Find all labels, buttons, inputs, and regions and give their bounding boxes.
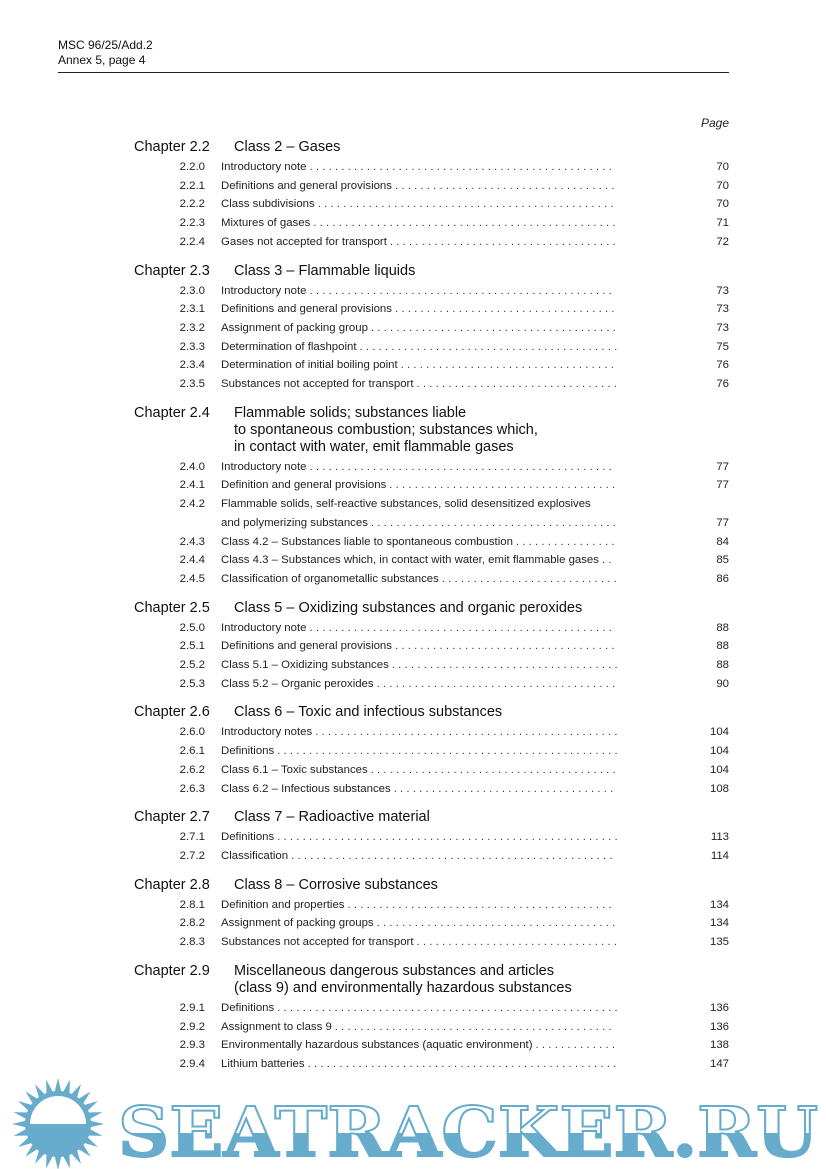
section-number: 2.9.1 — [179, 1001, 205, 1014]
toc-entry[interactable] — [134, 761, 729, 780]
chapter-label: Chapter 2.5 — [134, 599, 210, 616]
chapter-section — [134, 600, 729, 694]
chapter-label: Chapter 2.6 — [134, 704, 210, 721]
section-number: 2.2.0 — [179, 161, 205, 173]
dot-leader: ....................................... — [370, 516, 620, 529]
section-number: 2.9.4 — [179, 1057, 205, 1070]
chapter-heading — [134, 704, 729, 721]
page-number: 104 — [709, 763, 729, 776]
entry-text: Flammable solids, self-reactive substances, solid desensitized explosives — [221, 498, 591, 511]
section-number: 2.8.2 — [179, 917, 205, 930]
toc-entry[interactable] — [134, 282, 729, 301]
dot-leader: ................................................ — [309, 460, 615, 473]
toc-entry[interactable] — [134, 619, 729, 638]
section-number: 2.2.4 — [179, 235, 205, 248]
chapter-title: Class 5 – Oxidizing substances and organic peroxides — [234, 599, 583, 616]
page-number: 72 — [716, 235, 729, 248]
entry-text: Determination of initial boiling point — [221, 359, 398, 372]
entry-text: Definitions — [221, 831, 275, 844]
seatracker-watermark — [0, 1076, 826, 1169]
entry-text: Classification — [221, 849, 289, 862]
dot-leader: ................................... — [393, 782, 617, 795]
page-number: 104 — [709, 726, 729, 739]
entry-text: Introductory note — [221, 161, 307, 173]
dot-leader: ................................ — [416, 936, 621, 949]
entry-text: Assignment to class 9 — [221, 1020, 332, 1033]
section-number: 2.4.0 — [179, 460, 205, 473]
dot-leader: ...................................... — [376, 917, 619, 930]
section-number: 2.8.1 — [179, 898, 205, 911]
section-number: 2.5.1 — [179, 640, 205, 653]
page-number: 75 — [716, 340, 729, 353]
sun-logo-icon — [12, 1078, 104, 1169]
toc-entry[interactable] — [134, 356, 729, 375]
chapter-title: Class 6 – Toxic and infectious substances — [234, 704, 503, 721]
page-number: 90 — [716, 677, 729, 690]
dot-leader: ...................................................... — [277, 745, 621, 758]
entry-text: Substances not accepted for transport — [221, 936, 414, 949]
dot-leader: ................................................ — [309, 161, 615, 173]
chapter-heading — [134, 963, 729, 997]
chapter-section — [134, 263, 729, 394]
chapter-section — [134, 704, 729, 798]
entry-text: Lithium batteries — [221, 1057, 305, 1070]
entry-text: Class 5.2 – Organic peroxides — [221, 677, 374, 690]
chapter-title: Miscellaneous dangerous substances and articles (class 9) and environmentally hazardous substances — [234, 962, 572, 996]
section-number: 2.3.4 — [179, 359, 205, 372]
section-number: 2.4.5 — [179, 572, 205, 585]
chapter-heading — [134, 139, 729, 156]
page-number: 114 — [710, 849, 729, 862]
section-number: 2.3.3 — [179, 340, 205, 353]
entry-text: Class 5.1 – Oxidizing substances — [221, 659, 389, 672]
entry-text: Introductory notes — [221, 726, 313, 739]
page-number: 135 — [709, 936, 729, 949]
dot-leader: ................................................ — [313, 217, 619, 230]
chapter-label: Chapter 2.9 — [134, 962, 210, 979]
page-number: 113 — [710, 831, 729, 844]
dot-leader: ................................................ — [309, 621, 615, 634]
entry-text-continued: and polymerizing substances — [221, 516, 368, 529]
toc-entry[interactable] — [134, 675, 729, 694]
entry-text: Gases not accepted for transport — [221, 235, 387, 248]
chapter-section — [134, 809, 729, 865]
chapter-label: Chapter 2.2 — [134, 139, 210, 155]
table-of-contents — [134, 139, 729, 1074]
entry-text: Substances not accepted for transport — [221, 378, 414, 391]
section-number: 2.6.2 — [179, 763, 205, 776]
section-number: 2.6.0 — [179, 726, 205, 739]
entry-text: Introductory note — [221, 621, 307, 634]
toc-entry[interactable] — [134, 458, 729, 477]
chapter-heading — [134, 600, 729, 617]
toc-entry[interactable] — [134, 914, 729, 933]
header-rule — [58, 72, 729, 73]
page-number: 76 — [716, 378, 729, 391]
dot-leader: ............................................ — [334, 1020, 615, 1033]
toc-entry[interactable] — [134, 933, 729, 952]
entry-text: Mixtures of gases — [221, 217, 311, 230]
toc-entry[interactable] — [134, 570, 729, 589]
dot-leader: ................................... — [394, 303, 618, 316]
section-number: 2.9.3 — [179, 1039, 205, 1052]
entry-text: Assignment of packing groups — [221, 917, 374, 930]
page-number: 84 — [716, 535, 729, 548]
page-number: 77 — [716, 460, 729, 473]
dot-leader: ............................ — [441, 572, 621, 585]
page-number: 136 — [709, 1001, 729, 1014]
toc-entry[interactable] — [134, 999, 729, 1018]
entry-text: Determination of flashpoint — [221, 340, 357, 353]
toc-entry[interactable] — [134, 338, 729, 357]
page-number: 77 — [716, 516, 729, 529]
section-number: 2.7.1 — [179, 831, 205, 844]
dot-leader: ................................................ — [309, 284, 615, 297]
toc-entry[interactable] — [134, 495, 729, 532]
entry-text: Definitions and general provisions — [221, 303, 392, 316]
section-number: 2.5.3 — [179, 677, 205, 690]
page-number: 104 — [709, 745, 729, 758]
section-number: 2.5.0 — [179, 621, 205, 634]
annex-page: Annex 5, page 4 — [58, 53, 146, 67]
chapter-title: Flammable solids; substances liable to spontaneous combustion; substances which, in contact with water, emit flammable gases — [234, 404, 538, 455]
dot-leader: ................................................ — [315, 726, 621, 739]
chapter-section — [134, 877, 729, 952]
page-number: 88 — [716, 659, 729, 672]
toc-entry[interactable] — [134, 158, 729, 177]
section-number: 2.4.4 — [179, 554, 205, 567]
chapter-section — [134, 405, 729, 589]
entry-text: Introductory note — [221, 460, 307, 473]
dot-leader: ................ — [515, 535, 618, 548]
toc-entry[interactable] — [134, 1018, 729, 1037]
page-number: 73 — [716, 303, 729, 316]
chapter-title: Class 7 – Radioactive material — [234, 809, 430, 826]
entry-text: Classification of organometallic substances — [221, 572, 439, 585]
document-header — [58, 38, 153, 68]
page-number: 73 — [716, 284, 729, 297]
section-number: 2.3.2 — [179, 321, 205, 334]
page-number: 70 — [716, 198, 729, 211]
chapter-title: Class 8 – Corrosive substances — [234, 876, 438, 893]
entry-text: Class 6.1 – Toxic substances — [221, 763, 368, 776]
page-number: 71 — [716, 217, 729, 230]
section-number: 2.4.3 — [179, 535, 205, 548]
toc-entry[interactable] — [134, 533, 729, 552]
entry-text: Class 4.3 – Substances which, in contact with water, emit flammable gases — [221, 554, 599, 567]
entry-text: Definition and properties — [221, 898, 345, 911]
section-number: 2.3.1 — [179, 303, 205, 316]
dot-leader: ....................................... — [370, 321, 620, 334]
chapter-heading — [134, 877, 729, 894]
section-number: 2.3.5 — [179, 378, 205, 391]
section-number: 2.8.3 — [179, 936, 205, 949]
page-number: 134 — [709, 898, 729, 911]
dot-leader: ............................................... — [317, 198, 617, 211]
page-number: 76 — [716, 359, 729, 372]
dot-leader: ................................... — [394, 179, 618, 192]
dot-leader: .................................... — [391, 659, 621, 672]
entry-text: Class 4.2 – Substances liable to spontaneous combustion — [221, 535, 513, 548]
toc-entry[interactable] — [134, 300, 729, 319]
toc-entry[interactable] — [134, 214, 729, 233]
page-number: 136 — [709, 1020, 729, 1033]
dot-leader: ............. — [535, 1039, 619, 1052]
entry-text: Definitions — [221, 745, 275, 758]
page-number: 88 — [716, 621, 729, 634]
dot-leader: ................................................... — [291, 849, 616, 862]
chapter-label: Chapter 2.4 — [134, 404, 210, 421]
page-number: 138 — [709, 1039, 729, 1052]
entry-text: Environmentally hazardous substances (aquatic environment) — [221, 1039, 533, 1052]
chapter-heading — [134, 405, 729, 456]
dot-leader: ...................................... — [376, 677, 619, 690]
page-number: 86 — [716, 572, 729, 585]
section-number: 2.3.0 — [179, 284, 205, 297]
section-number: 2.2.3 — [179, 217, 205, 230]
toc-entry[interactable] — [134, 551, 729, 570]
dot-leader: ................................ — [416, 378, 621, 391]
entry-text: Class 6.2 – Infectious substances — [221, 782, 391, 795]
dot-leader: .......................................... — [347, 898, 615, 911]
dot-leader: ...................................................... — [277, 1001, 621, 1014]
dot-leader: ......................................... — [359, 340, 621, 353]
toc-entry[interactable] — [134, 1055, 729, 1074]
section-number: 2.6.3 — [179, 782, 205, 795]
page-number: 88 — [716, 640, 729, 653]
dot-leader: .. — [601, 554, 615, 567]
page-number: 147 — [709, 1057, 729, 1070]
chapter-label: Chapter 2.7 — [134, 809, 210, 826]
toc-entry[interactable] — [134, 177, 729, 196]
toc-entry[interactable] — [134, 847, 729, 866]
page-number: 85 — [716, 554, 729, 567]
entry-text: Assignment of packing group — [221, 321, 368, 334]
section-number: 2.4.2 — [179, 498, 205, 511]
dot-leader: .................................... — [389, 235, 620, 248]
watermark-text: SEATRACKER.RU — [118, 1093, 818, 1169]
page-number: 77 — [716, 479, 729, 492]
toc-entry[interactable] — [134, 780, 729, 799]
dot-leader: .................................... — [389, 479, 619, 492]
dot-leader: ................................................. — [307, 1057, 620, 1070]
toc-entry[interactable] — [134, 828, 729, 847]
entry-text: Definitions — [221, 1001, 275, 1014]
section-number: 2.2.1 — [179, 179, 205, 192]
toc-entry[interactable] — [134, 656, 729, 675]
chapter-title: Class 2 – Gases — [234, 139, 341, 155]
section-number: 2.7.2 — [179, 849, 205, 862]
toc-entry[interactable] — [134, 896, 729, 915]
entry-text: Definition and general provisions — [221, 479, 387, 492]
dot-leader: ....................................... — [370, 763, 619, 776]
chapter-section — [134, 139, 729, 252]
section-number: 2.5.2 — [179, 659, 205, 672]
toc-entry[interactable] — [134, 476, 729, 495]
section-number: 2.9.2 — [179, 1020, 205, 1033]
dot-leader: .................................. — [400, 359, 618, 372]
entry-text: Introductory note — [221, 284, 307, 297]
entry-text: Class subdivisions — [221, 198, 315, 211]
toc-entry[interactable] — [134, 233, 729, 252]
page-number: 73 — [716, 321, 729, 334]
page-number: 70 — [716, 161, 729, 173]
toc-entry[interactable] — [134, 723, 729, 742]
entry-text: Definitions and general provisions — [221, 179, 392, 192]
toc-entry[interactable] — [134, 319, 729, 338]
document-reference: MSC 96/25/Add.2 — [58, 38, 153, 52]
entry-text: Definitions and general provisions — [221, 640, 392, 653]
toc-entry[interactable] — [134, 637, 729, 656]
toc-entry[interactable] — [134, 195, 729, 214]
dot-leader: ...................................................... — [277, 831, 621, 844]
chapter-title: Class 3 – Flammable liquids — [234, 262, 416, 279]
chapter-heading — [134, 263, 729, 280]
page-number: 134 — [709, 917, 729, 930]
chapter-label: Chapter 2.3 — [134, 262, 210, 279]
section-number: 2.2.2 — [179, 198, 205, 211]
dot-leader: ................................... — [394, 640, 618, 653]
toc-entry[interactable] — [134, 742, 729, 761]
toc-entry[interactable] — [134, 375, 729, 394]
chapter-heading — [134, 809, 729, 826]
page-number: 70 — [716, 179, 729, 192]
section-number: 2.6.1 — [179, 745, 205, 758]
chapter-section — [134, 963, 729, 1074]
page-column-label: Page — [700, 116, 729, 130]
chapter-label: Chapter 2.8 — [134, 876, 210, 893]
section-number: 2.4.1 — [179, 479, 205, 492]
page-number: 108 — [709, 782, 729, 795]
toc-entry[interactable] — [134, 1036, 729, 1055]
